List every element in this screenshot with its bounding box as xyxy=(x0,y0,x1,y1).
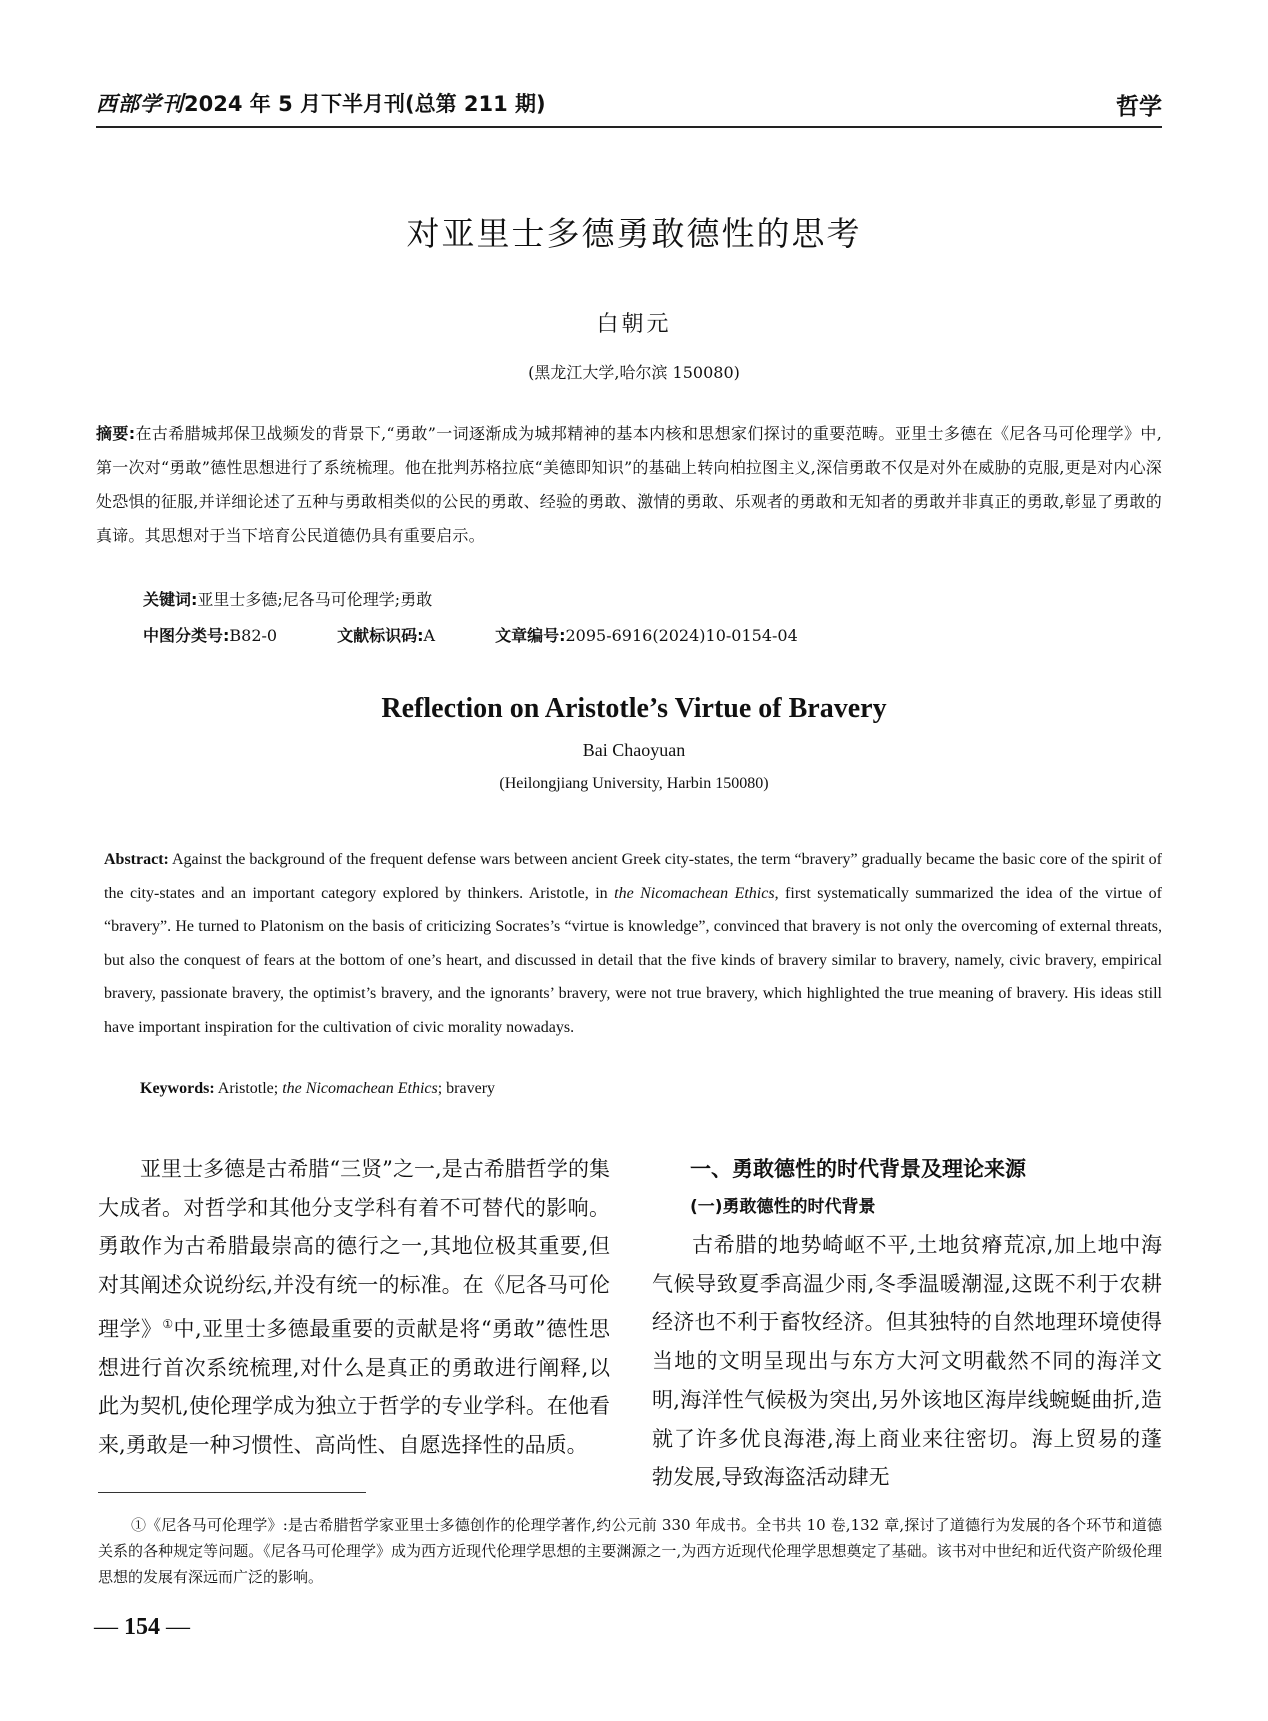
abstract-en-part2: , first systematically summarized the idea of the virtue of “bravery”. He turned to Platonism on the basis of criticizing Socrates’s “virtue is knowledge”, convinced that bravery is not only the overcoming of external threats, but also the conquest of fears at the bottom of one’s heart, and discussed in detail that the five kinds of bravery similar to bravery, namely, civic bravery, empirical bravery, passionate bravery, the optimist’s bravery, and the ignorants’ bravery, were not true bravery, which highlighted the true meaning of bravery. His ideas still have important inspiration for the cultivation of civic morality nowadays. xyxy=(104,884,1163,1036)
page-dash-right: — xyxy=(160,1614,190,1640)
footnote: ①《尼各马可伦理学》:是古希腊哲学家亚里士多德创作的伦理学著作,约公元前 330 年成书。全书共 10 卷,132 章,探讨了道德行为发展的各个环节和道德关系的各种规定等问题。《尼各马可伦理学》成为西方近现代伦理学思想的主要渊源之一,为西方近现代伦理学思想奠定了基础。该书对中世纪和近代资产阶级伦理思想的发展有深远而广泛的影响。 xyxy=(98,1516,1162,1586)
abstract-en-part1: Against the background of the frequent defense wars between ancient Greek city-states, the term “bravery” gradually became the basic core of the spirit of the city-states and an important category explored by thinkers. Aristotle, in xyxy=(104,851,1162,902)
abstract-en xyxy=(104,843,1162,1045)
author-cn: 白朝元 xyxy=(596,312,672,337)
keywords-en-k3: ; bravery xyxy=(437,1080,496,1097)
journal-issue xyxy=(96,88,546,118)
journal-logo: 西部学刊 xyxy=(96,91,184,116)
clc-number xyxy=(143,623,277,646)
paper-title-cn: 对亚里士多德勇敢德性的思考 xyxy=(406,214,862,253)
header-rule xyxy=(96,126,1162,128)
page-dash-left: — xyxy=(94,1614,124,1640)
affiliation-cn: (黑龙江大学,哈尔滨 150080) xyxy=(528,363,740,382)
footnote-ref[interactable]: ① xyxy=(162,1316,174,1331)
article-label: 文章编号: xyxy=(495,626,566,645)
doc-value: A xyxy=(423,626,436,645)
keywords-en-label: Keywords: xyxy=(140,1080,215,1097)
section-name: 哲学 xyxy=(1116,94,1162,120)
doc-label: 文献标识码: xyxy=(337,626,424,645)
section-heading-1: 一、勇敢德性的时代背景及理论来源 xyxy=(690,1157,1026,1181)
body-right-column xyxy=(652,1150,1162,1497)
article-number xyxy=(495,623,798,646)
keywords-en-k1: Aristotle; xyxy=(214,1080,283,1097)
doc-code xyxy=(337,623,435,646)
keywords-en xyxy=(140,1080,495,1098)
abstract-cn xyxy=(96,417,1162,553)
intro-paragraph xyxy=(98,1150,610,1465)
keywords-cn-text: 亚里士多德;尼各马可伦理学;勇敢 xyxy=(197,590,433,609)
page-number xyxy=(94,1614,190,1641)
abstract-en-label: Abstract: xyxy=(104,851,169,868)
issue-text: 2024 年 5 月下半月刊(总第 211 期) xyxy=(184,92,546,116)
keywords-cn xyxy=(143,587,432,610)
intro-text-b: 中,亚里士多德最重要的贡献是将“勇敢”德性思想进行首次系统梳理,对什么是真正的勇敢进行阐释,以此为契机,使伦理学成为独立于哲学的专业学科。在他看来,勇敢是一种习惯性、高尚性、自愿选择性的品质。 xyxy=(98,1316,610,1457)
intro-text-a: 亚里士多德是古希腊“三贤”之一,是古希腊哲学的集大成者。对哲学和其他分支学科有着不可替代的影响。勇敢作为古希腊最崇高的德行之一,其地位极其重要,但对其阐述众说纷纭,并没有统一的标准。在《尼各马可伦理学》 xyxy=(98,1157,610,1341)
classification-line xyxy=(143,623,1162,646)
keywords-en-k2: the Nicomachean Ethics xyxy=(282,1080,438,1097)
abstract-en-book: the Nicomachean Ethics xyxy=(614,884,775,902)
running-header xyxy=(96,88,1162,124)
paper-title-en: Reflection on Aristotle’s Virtue of Bravery xyxy=(381,693,887,724)
page-number-value: 154 xyxy=(124,1614,160,1640)
section-paragraph: 古希腊的地势崎岖不平,土地贫瘠荒凉,加上地中海气候导致夏季高温少雨,冬季温暖潮湿,这既不利于农耕经济也不利于畜牧经济。但其独特的自然地理环境使得当地的文明呈现出与东方大河文明截然不同的海洋文明,海洋性气候极为突出,另外该地区海岸线蜿蜒曲折,造就了许多优良海港,海上商业来往密切。海上贸易的蓬勃发展,导致海盗活动肆无 xyxy=(652,1233,1162,1490)
clc-value: B82-0 xyxy=(229,626,278,645)
footnote-rule xyxy=(98,1492,366,1493)
subsection-heading-1: (一)勇敢德性的时代背景 xyxy=(690,1197,876,1217)
article-value: 2095-6916(2024)10-0154-04 xyxy=(565,626,798,645)
keywords-cn-label: 关键词: xyxy=(143,590,198,609)
affiliation-en: (Heilongjiang University, Harbin 150080) xyxy=(499,775,769,792)
abstract-cn-text: 在古希腊城邦保卫战频发的背景下,“勇敢”一词逐渐成为城邦精神的基本内核和思想家们探讨的重要范畴。亚里士多德在《尼各马可伦理学》中,第一次对“勇敢”德性思想进行了系统梳理。他在批判苏格拉底“美德即知识”的基础上转向柏拉图主义,深信勇敢不仅是对外在威胁的克服,更是对内心深处恐惧的征服,并详细论述了五种与勇敢相类似的公民的勇敢、经验的勇敢、激情的勇敢、乐观者的勇敢和无知者的勇敢并非真正的勇敢,彰显了勇敢的真谛。其思想对于当下培育公民道德仍具有重要启示。 xyxy=(96,424,1162,545)
clc-label: 中图分类号: xyxy=(143,626,230,645)
body-left-column xyxy=(98,1150,610,1465)
abstract-cn-label: 摘要: xyxy=(96,424,136,443)
author-en: Bai Chaoyuan xyxy=(582,740,686,760)
